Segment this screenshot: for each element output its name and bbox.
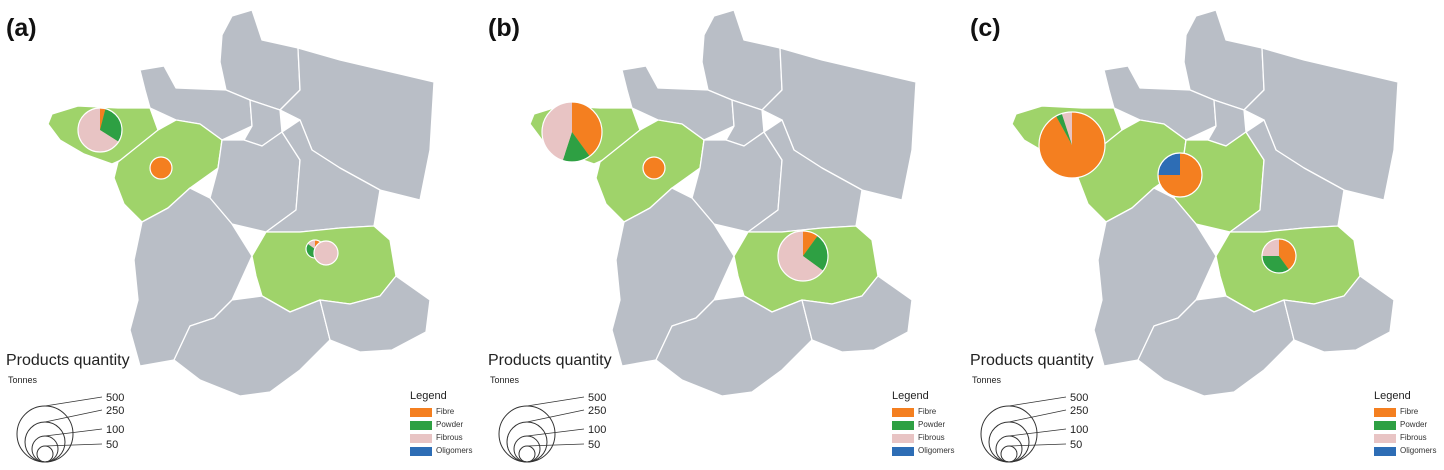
legend-item: [1374, 406, 1419, 419]
legend-label: Oligomers: [1400, 446, 1437, 455]
size-legend-unit: Tonnes: [8, 375, 38, 385]
size-legend-circle: [499, 406, 555, 462]
size-legend: [981, 392, 1088, 462]
size-legend-leader: [1009, 397, 1066, 406]
size-legend-value: 500: [106, 392, 125, 404]
legend-item: [410, 406, 455, 419]
france-map: [0, 0, 481, 470]
legend-swatch: [892, 447, 914, 456]
size-legend-leader: [45, 410, 102, 422]
size-legend-value: 100: [106, 424, 125, 436]
pie-brittany: [542, 102, 602, 162]
size-legend-leader: [45, 429, 102, 436]
color-legend: [410, 390, 473, 458]
size-legend-circle: [25, 422, 65, 462]
legend-label: Powder: [1400, 420, 1428, 429]
size-legend-value: 250: [106, 405, 125, 417]
size-legend: [499, 392, 606, 462]
size-legend-leader: [1009, 429, 1066, 436]
legend-swatch: [410, 408, 432, 417]
pie-auvergne-rh-ne-alpes: [778, 231, 828, 281]
legend-label: Oligomers: [918, 446, 955, 455]
pie-auvergne-rh-ne-alpes: [1262, 239, 1296, 273]
legend-label: Fibrous: [436, 433, 463, 442]
map-panel: [482, 0, 963, 470]
legend-item: [1374, 419, 1428, 432]
legend-swatch: [1374, 408, 1396, 417]
size-legend-value: 100: [588, 424, 607, 436]
size-legend-title: Products quantity: [970, 352, 1094, 369]
size-legend-value: 250: [588, 405, 607, 417]
size-legend-leader: [527, 444, 584, 446]
size-legend-circle: [17, 406, 73, 462]
legend-item: [410, 445, 473, 458]
size-legend-circle: [507, 422, 547, 462]
legend-label: Fibre: [918, 407, 937, 416]
color-legend: [892, 390, 955, 458]
legend-item: [1374, 445, 1437, 458]
size-legend-circle: [519, 446, 535, 462]
legend-swatch: [410, 434, 432, 443]
legend-label: Fibre: [436, 407, 455, 416]
pie-auvergne-rh-ne-alpes-east: [314, 241, 338, 265]
size-legend-value: 500: [1070, 392, 1089, 404]
size-legend-value: 50: [1070, 439, 1083, 451]
legend-item: [892, 419, 946, 432]
size-legend-title: Products quantity: [488, 352, 612, 369]
legend-title: Legend: [892, 390, 929, 402]
legend-item: [892, 432, 945, 445]
size-legend-circle: [1001, 446, 1017, 462]
legend-swatch: [892, 421, 914, 430]
size-legend-leader: [527, 397, 584, 406]
size-legend-circle: [37, 446, 53, 462]
legend-item: [1374, 432, 1427, 445]
size-legend-leader: [1009, 444, 1066, 446]
size-legend-circle: [514, 436, 540, 462]
pie-pays-de-la-loire: [150, 157, 172, 179]
legend-label: Fibrous: [918, 433, 945, 442]
legend-swatch: [1374, 434, 1396, 443]
size-legend-unit: Tonnes: [490, 375, 520, 385]
size-legend-value: 50: [106, 439, 119, 451]
pie-brittany: [1039, 112, 1105, 178]
size-legend-leader: [527, 429, 584, 436]
size-legend-circle: [32, 436, 58, 462]
pie-pays-de-la-loire: [643, 157, 665, 179]
pie-centre-val-de-loire: [1158, 153, 1202, 197]
legend-item: [892, 406, 937, 419]
legend-swatch: [1374, 421, 1396, 430]
legend-label: Oligomers: [436, 446, 473, 455]
size-legend-title: Products quantity: [6, 352, 130, 369]
legend-label: Powder: [436, 420, 464, 429]
size-legend-circle: [989, 422, 1029, 462]
legend-item: [410, 432, 463, 445]
legend-label: Fibre: [1400, 407, 1419, 416]
legend-swatch: [1374, 447, 1396, 456]
legend-title: Legend: [1374, 390, 1411, 402]
legend-title: Legend: [410, 390, 447, 402]
france-map: [482, 0, 963, 470]
size-legend-value: 100: [1070, 424, 1089, 436]
size-legend-circle: [981, 406, 1037, 462]
legend-item: [410, 419, 464, 432]
legend-label: Powder: [918, 420, 946, 429]
size-legend-value: 250: [1070, 405, 1089, 417]
size-legend-value: 50: [588, 439, 601, 451]
size-legend: [17, 392, 124, 462]
panel-label: (c): [970, 14, 1001, 42]
legend-item: [892, 445, 955, 458]
panel-label: (a): [6, 14, 37, 42]
map-panel: [0, 0, 481, 470]
legend-swatch: [892, 434, 914, 443]
panel-label: (b): [488, 14, 520, 42]
legend-swatch: [410, 421, 432, 430]
color-legend: [1374, 390, 1437, 458]
size-legend-unit: Tonnes: [972, 375, 1002, 385]
legend-label: Fibrous: [1400, 433, 1427, 442]
legend-swatch: [892, 408, 914, 417]
legend-swatch: [410, 447, 432, 456]
size-legend-value: 500: [588, 392, 607, 404]
france-map: [964, 0, 1444, 470]
map-panel: [964, 0, 1444, 470]
size-legend-leader: [527, 410, 584, 422]
size-legend-leader: [45, 397, 102, 406]
size-legend-leader: [45, 444, 102, 446]
pie-brittany: [78, 108, 122, 152]
size-legend-circle: [996, 436, 1022, 462]
size-legend-leader: [1009, 410, 1066, 422]
